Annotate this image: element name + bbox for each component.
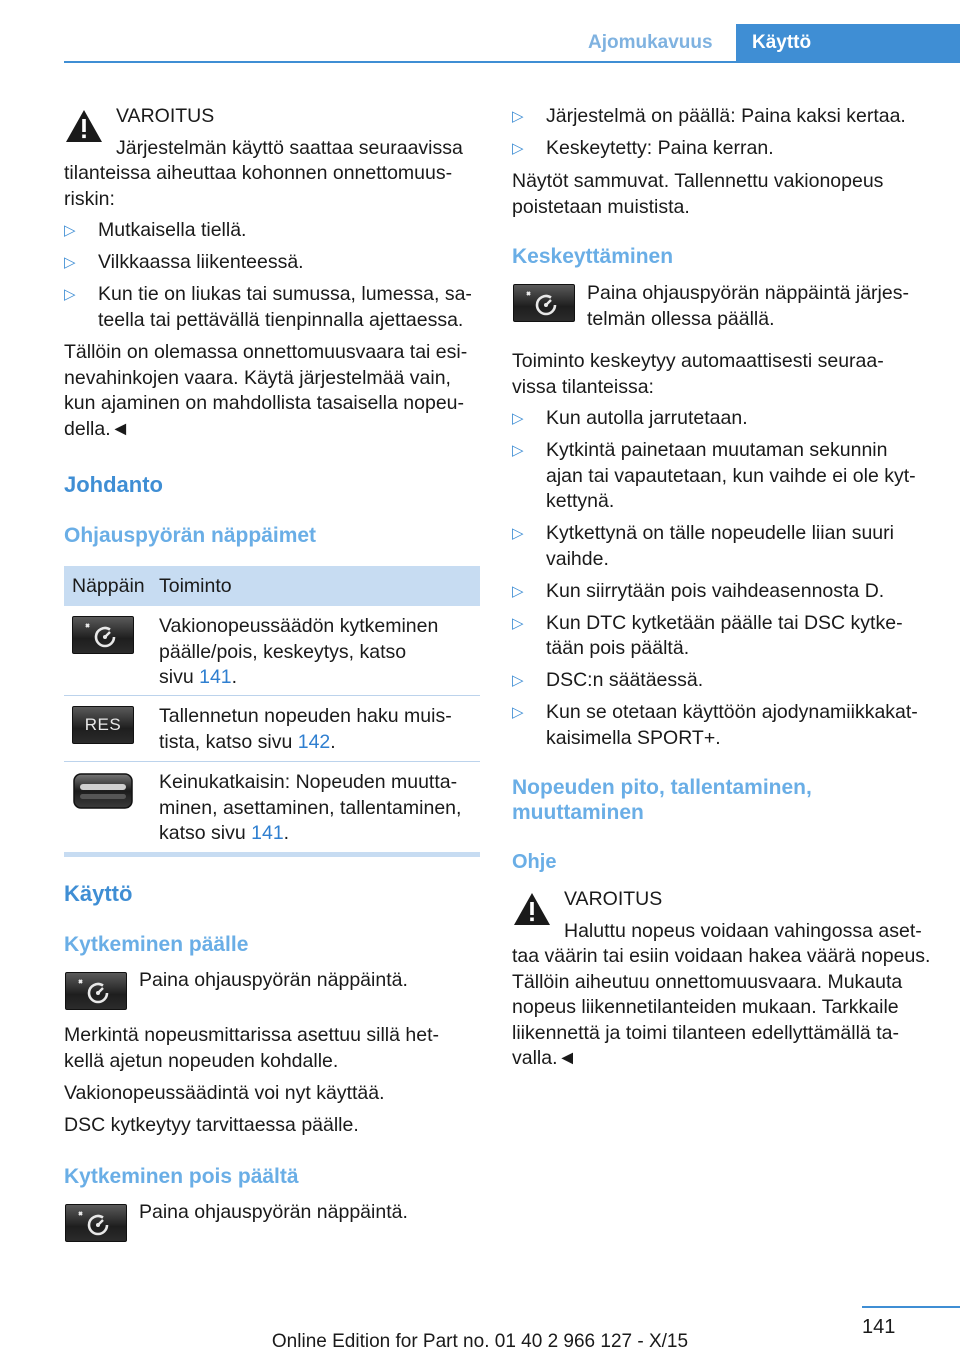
paragraph-line: nevahinkojen vaara. Käytä järjestelmää vain, xyxy=(64,366,451,389)
heading-steering-buttons: Ohjauspyörän näppäimet xyxy=(64,524,317,547)
display-off-text xyxy=(512,169,932,220)
table-cell-line: minen, asettaminen, tallentaminen, xyxy=(159,796,462,819)
res-button-label: RES xyxy=(84,715,122,734)
warning-triangle-icon xyxy=(512,891,552,927)
header-chapter-label: Käyttö xyxy=(752,32,812,53)
paragraph-line: Merkintä nopeusmittarissa asettuu sillä het- xyxy=(64,1024,440,1046)
table-cell-line xyxy=(159,730,479,756)
triangle-bullet-icon: ▷ xyxy=(512,442,524,459)
auto-interrupt-list xyxy=(512,406,942,758)
heading-interrupt: Keskeyttäminen xyxy=(512,245,674,268)
triangle-bullet-icon: ▷ xyxy=(512,704,524,721)
table-cell-line: Tallennetun nopeuden haku muis- xyxy=(159,705,452,727)
list-item: ▷ DSC:n säätäessä. xyxy=(512,668,942,694)
paragraph-line: valla.◄ xyxy=(512,1047,577,1069)
heading-switch-on: Kytkeminen päälle xyxy=(64,933,249,956)
heading-intro: Johdanto xyxy=(64,472,163,497)
list-item: ▷ Mutkaisella tiellä. xyxy=(64,218,484,244)
table-row-1-text xyxy=(159,614,479,691)
paragraph-line: taa väärin tai esiin voidaan hakea väärä nopeus. xyxy=(512,945,931,967)
auto-interrupt-intro xyxy=(512,349,932,400)
warning-title: VAROITUS xyxy=(564,888,663,910)
table-cell-line: päälle/pois, keskeytys, katso xyxy=(159,640,407,663)
paragraph-line: Tällöin on olemassa onnettomuusvaara tai esi- xyxy=(64,341,468,363)
edition-text: Online Edition for Part no. 01 40 2 966 127 - X/15 xyxy=(271,1331,689,1352)
table-cell-prefix: tista, katso sivu xyxy=(159,730,298,753)
table-row-2-text xyxy=(159,704,479,755)
list-item: ▷ Kun autolla jarrutetaan. xyxy=(512,406,942,432)
list-item: ▷ Keskeytetty: Paina kerran. xyxy=(512,136,932,162)
page-link-141[interactable]: 141 xyxy=(251,822,284,844)
cruise-control-button-icon xyxy=(72,616,134,654)
heading-switch-off: Kytkeminen pois päältä xyxy=(64,1165,299,1188)
paragraph-line: nopeus liikennetilanteiden mukaan. Tarkkaile xyxy=(512,996,899,1018)
footer-rule xyxy=(862,1306,960,1308)
switch-off-instruction: Paina ohjauspyörän näppäintä. xyxy=(139,1201,408,1223)
heading-speed-hold xyxy=(512,775,812,825)
rocker-switch-icon xyxy=(72,772,134,810)
triangle-bullet-icon: ▷ xyxy=(512,672,524,689)
table-cell-prefix: katso sivu xyxy=(159,822,252,844)
table-cell-line: Keinukatkaisin: Nopeuden muutta- xyxy=(159,771,458,793)
table-row-3-text xyxy=(159,770,479,847)
list-item: ▷ Järjestelmä on päällä: Paina kaksi kertaa. xyxy=(512,104,932,130)
header-chapter-tab xyxy=(736,24,960,62)
header-section-label: Ajomukavuus xyxy=(588,32,713,53)
heading-line: Nopeuden pito, tallentaminen, xyxy=(512,776,812,799)
warning-after-text xyxy=(64,340,484,442)
paragraph: Vakionopeussäädintä voi nyt käyttää. xyxy=(64,1082,385,1104)
list-item: ▷ Kun DTC kytketään päälle tai DSC kytke- tään pois päältä. xyxy=(512,611,903,659)
table-header-col1: Näppäin xyxy=(72,575,145,597)
triangle-bullet-icon: ▷ xyxy=(512,614,524,632)
warning-body xyxy=(512,944,952,1072)
paragraph-line: della.◄ xyxy=(64,417,130,440)
page-link-142[interactable]: 142 xyxy=(297,730,331,753)
table-bottom-rule xyxy=(64,852,480,857)
header-section-tab xyxy=(574,24,735,62)
paragraph-line: kun ajaminen on mahdollista tasaisella nopeu- xyxy=(64,392,464,414)
paragraph-line: vissa tilanteissa: xyxy=(512,375,654,398)
table-cell-line: Vakionopeussäädön kytkeminen xyxy=(159,615,439,637)
warning-body-line: tilanteissa aiheuttaa kohonnen onnettomuus- xyxy=(64,162,453,184)
table-cell-line xyxy=(159,821,479,847)
table-cell-line xyxy=(159,665,479,691)
warning-body xyxy=(64,161,484,212)
paragraph-line: Toiminto keskeytyy automaattisesti seuraa- xyxy=(512,350,884,372)
table-cell-suffix: . xyxy=(231,666,238,688)
warning-body-line: riskin: xyxy=(64,187,115,210)
table-cell-suffix: . xyxy=(330,730,336,753)
paragraph-line: Tällöin aiheutuu onnettomuusvaara. Mukauta xyxy=(512,970,903,993)
table-header-col2: Toiminto xyxy=(159,575,232,597)
warning-title: VAROITUS xyxy=(116,105,215,127)
list-item: ▷ Kun se otetaan käyttöön ajodynamiikkakat- kaisimella SPORT+. xyxy=(512,701,918,749)
triangle-bullet-icon: ▷ xyxy=(512,525,524,542)
table-header xyxy=(64,566,480,606)
press-count-list xyxy=(512,104,932,168)
list-item: ▷ Kytkettynä on tälle nopeudelle liian suuri vaihde. xyxy=(512,522,894,570)
paragraph-line: poistetaan muistista. xyxy=(512,195,690,218)
heading-note: Ohje xyxy=(512,851,557,873)
triangle-bullet-icon: ▷ xyxy=(512,582,524,600)
triangle-bullet-icon: ▷ xyxy=(512,108,524,125)
header-rule xyxy=(64,61,960,63)
switch-on-instruction: Paina ohjauspyörän näppäintä. xyxy=(139,969,408,991)
list-item: ▷ Vilkkaassa liikenteessä. xyxy=(64,250,484,276)
page-link-141[interactable]: 141 xyxy=(199,666,232,688)
warning-triangle-icon xyxy=(64,108,104,144)
res-button-icon xyxy=(72,706,134,744)
table-row-separator xyxy=(64,761,480,762)
heading-line: muuttaminen xyxy=(512,801,644,824)
switch-on-description xyxy=(64,1023,484,1074)
paragraph-line: liikennettä ja toimi tilanteen edellyttämällä ta- xyxy=(512,1021,899,1044)
paragraph-line: Paina ohjauspyörän näppäintä järjes- xyxy=(587,282,909,304)
table-row-separator xyxy=(64,695,480,696)
triangle-bullet-icon: ▷ xyxy=(64,254,76,271)
heading-usage: Käyttö xyxy=(64,881,133,906)
list-item: ▷ Kun siirrytään pois vaihdeasennosta D. xyxy=(512,579,942,605)
list-item: ▷ Kytkintä painetaan muutaman sekunnin ajan tai vapautetaan, kun vaihde ei ole kyt- kettynä. xyxy=(512,439,916,512)
table-cell-prefix: sivu xyxy=(159,666,200,688)
triangle-bullet-icon: ▷ xyxy=(64,222,76,239)
cruise-control-button-icon xyxy=(65,1204,127,1242)
paragraph-line: Näytöt sammuvat. Tallennettu vakionopeus xyxy=(512,170,884,192)
table-cell-suffix: . xyxy=(283,822,290,844)
triangle-bullet-icon: ▷ xyxy=(64,286,76,303)
cruise-control-button-icon xyxy=(513,284,575,322)
paragraph-line: kellä ajetun nopeuden kohdalle. xyxy=(64,1049,339,1072)
page-number: 141 xyxy=(862,1316,896,1338)
cruise-control-button-icon xyxy=(65,972,127,1010)
triangle-bullet-icon: ▷ xyxy=(512,140,524,157)
list-item: ▷ Kun tie on liukas tai sumussa, lumessa, sa- teella tai pettävällä tienpinnalla ajettaessa. xyxy=(64,283,472,331)
warning-line1: Järjestelmän käyttö saattaa seuraavissa xyxy=(116,137,463,159)
warning-line1: Haluttu nopeus voidaan vahingossa aset- xyxy=(564,920,922,942)
warning-bullet-list xyxy=(64,218,484,340)
paragraph: DSC kytkeytyy tarvittaessa päälle. xyxy=(64,1114,359,1136)
interrupt-instruction xyxy=(587,281,947,332)
triangle-bullet-icon: ▷ xyxy=(512,410,524,427)
paragraph-line: telmän ollessa päällä. xyxy=(587,307,775,330)
